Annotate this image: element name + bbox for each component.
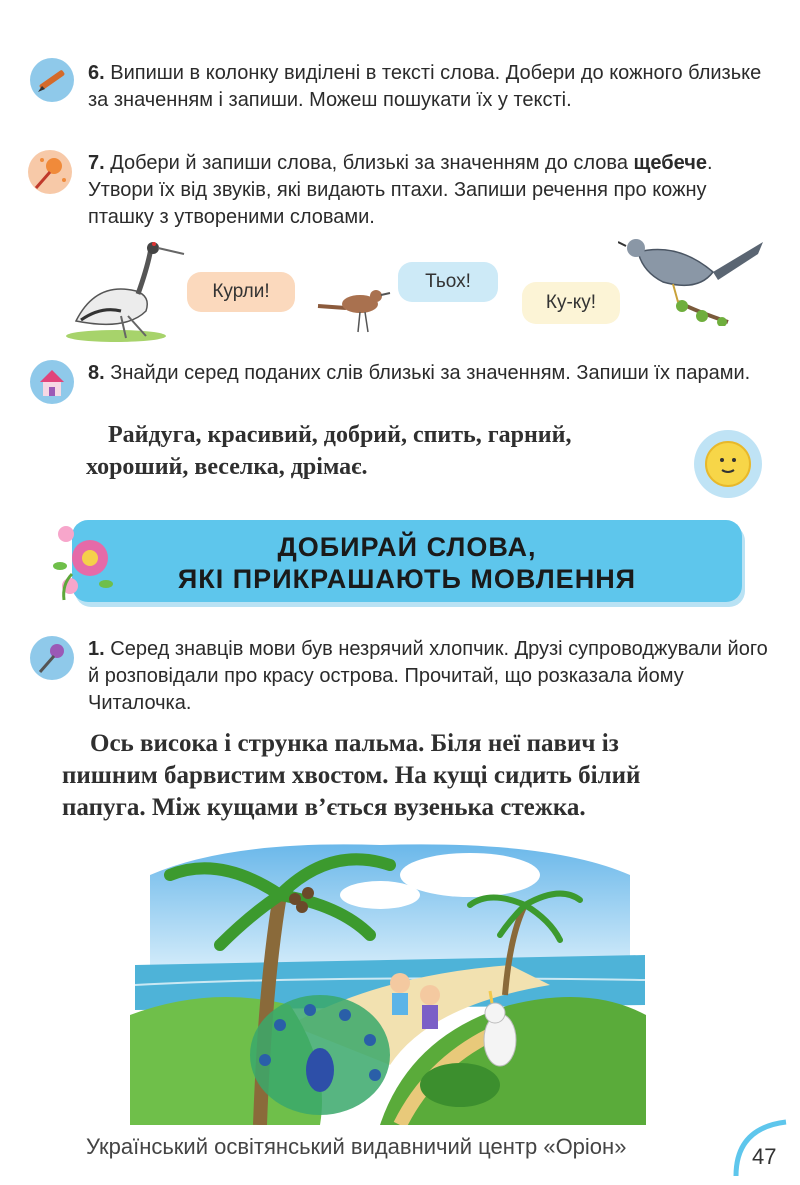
sparkle-wand-icon [28, 150, 72, 194]
crane-illustration [66, 236, 190, 344]
peacock [250, 995, 390, 1115]
section-banner [72, 520, 742, 602]
task-1 [88, 636, 768, 717]
house-icon [30, 360, 74, 404]
task-text: Серед знавців мови був незрячий хлопчик. Друзі супроводжували його й розповідали про красу острова. Прочитай, що розказала йому Читалочка. [88, 638, 768, 714]
task-text-cont: . Утвори їх від звуків, які видають птахи. Запиши речення про кожну пташку з утвореними словами. [88, 152, 713, 228]
task-number: 6. [88, 62, 105, 84]
task-number: 8. [88, 362, 105, 384]
word-list-line-2: хороший, веселка, дрімає. [86, 454, 368, 480]
island-illustration [130, 835, 646, 1125]
word-list-line-1: Райдуга, красивий, добрий, спить, гарний, [108, 422, 572, 448]
smiley-icon [694, 430, 762, 498]
pencil-icon [30, 58, 74, 102]
cuckoo-illustration [618, 232, 768, 326]
publisher-footer: Український освітянський видавничий центр «Оріон» [86, 1134, 627, 1159]
page-number: 47 [752, 1144, 777, 1169]
banner-title-line-2: ЯКІ ПРИКРАШАЮТЬ МОВЛЕННЯ [177, 564, 637, 594]
task-text: Добери й запиши слова, близькі за значенням до слова [110, 152, 628, 174]
reading-line-3: папуга. Між кущами в’ється вузенька стежка. [62, 794, 586, 821]
banner-title-line-1: ДОБИРАЙ СЛОВА, [277, 532, 537, 562]
task-6 [88, 60, 768, 114]
reading-line-2: пишним барвистим хвостом. На кущі сидить білий [62, 762, 641, 789]
task-number: 7. [88, 152, 105, 174]
reading-line-1: Ось висока і струнка пальма. Біля неї павич із [90, 730, 619, 757]
task-text: Знайди серед поданих слів близькі за значенням. Запиши їх парами. [110, 362, 751, 384]
microphone-icon [30, 636, 74, 680]
flower-icon [52, 514, 126, 608]
bubble-crane: Курли! [187, 272, 295, 312]
keyword: щебече [633, 152, 707, 174]
task-7 [88, 150, 768, 231]
bubble-nightingale: Тьох! [398, 262, 498, 302]
task-number: 1. [88, 638, 105, 660]
nightingale-illustration [316, 280, 392, 336]
task-text: Випиши в колонку виділені в тексті слова. Добери до кожного близьке за значенням і запиши. Можеш пошукати їх у тексті. [88, 62, 762, 111]
bubble-cuckoo: Ку-ку! [522, 282, 620, 324]
task-8 [88, 360, 768, 387]
